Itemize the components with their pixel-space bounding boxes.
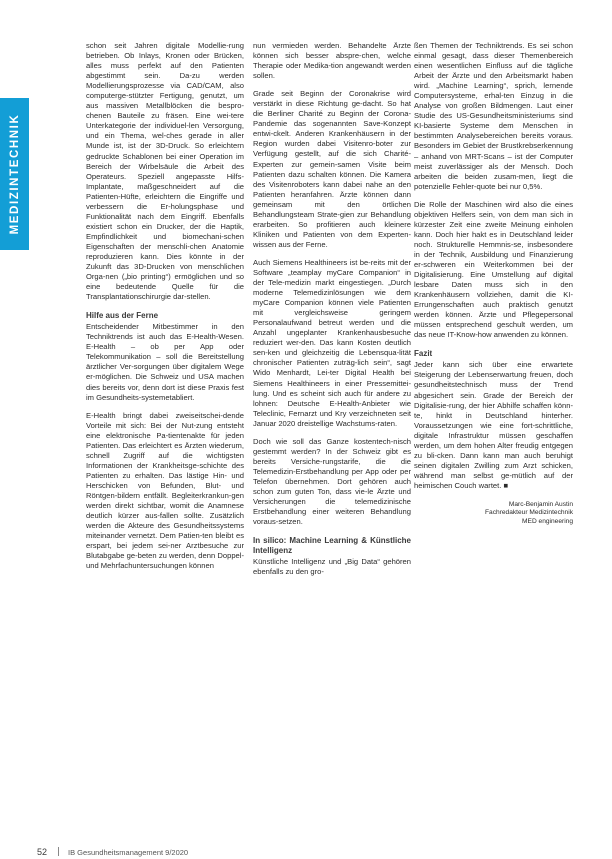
section-heading: Hilfe aus der Ferne	[86, 311, 159, 321]
body-paragraph: schon seit Jahren digitale Modellie-rung betrieben. Ob Inlays, Kronen oder Brücken, alles muss perfekt auf den Patienten abgestimmt sein. Da-zu werden Modellierungsprozesse via CAD/CAM, also computerge-stützter Fertigung, genutzt, um aus massiven Metallblöcken die bespro-chenen Bauteile zu fräsen. Eine wei-tere Unterkategorie der individuel-len Versorgung, und ein Thema, wel-ches gerade in aller Munde ist, ist der 3D-Druck. So erleichtern gedruckte Schablonen bei einer Operation im Bereich der Wirbelsäule die Arbeit des Operateurs. Speziell angepasste Hilfs-Implantate, maßgeschneidert auf die Patienten-Hüfte, erleichtern die Eingriffe und verbessern die Er-holungsphase und Funktionalität nach dem Eingriff. Ebenfalls existiert schon ein Drucker, der die Haptik, Empfindlichkeit und biomechani-schen Eigenschaften der menschli-chen Anatomie reproduzieren kann. Dies könnte in der Zukunft das 3D-Drucken von menschlichen Orga-nen („bio printing“) ermöglichen und so eine bedeutende Quelle für die Transplantationschirurgie dar-stellen.	[86, 41, 244, 302]
author-company: MED engineering	[522, 517, 573, 525]
publication-name: IB Gesundheitsmanagement 9/2020	[68, 848, 189, 857]
section-heading: In silico: Machine Learning & Künstliche Intelligenz	[253, 536, 411, 556]
section-tab	[0, 98, 29, 250]
page-footer	[37, 847, 188, 857]
body-paragraph: Doch wie soll das Ganze kostentech-nisch gestemmt werden? In der Schweiz gibt es bereits Versiche-rungstarife, die die Telemedizin-Erstbehandlung per App oder per Telefon übernehmen. Dort gehören auch schon zum guten Ton, dass vie-le Ärzte und Versicherungen die telemedizinische Erstbehandlung einer weiteren Behandlung voraus-setzen.	[253, 436, 411, 527]
body-paragraph: nun vermieden werden. Behandelte Ärzte können sich besser abspre-chen, welche Therapie oder Medika-tion angewandt werden sollen.	[253, 41, 411, 81]
footer-divider	[58, 847, 59, 856]
body-paragraph: Grade seit Beginn der Coronakrise wird verstärkt in diese Richtung ge-dacht. So hat die Berliner Charité zu Beginn der Corona-Pandemie das sogenannten Save-Konzept entwi-ckelt. Anderen Krankenhäusern in der Region wurden dabei Visitenro-boter zur Verfügung gestellt, auf die sich Charité-Experten zur gemein-samen Visite beim Patienten dazu schalten können. Die Kamera des Visitenroboters kann dabei nahe an den Patienten heranfahren. Ärzte können dann gemeinsam mit den örtlichen Behandlungsteam Strate-gien zur Behandlung erarbeiten. So profitieren auch kleinere Kliniken und Patienten von dem Experten-wissen aus der Ferne.	[253, 89, 411, 249]
body-paragraph: Die Rolle der Maschinen wird also die eines objektiven Helfers sein, von dem man sich in kürzester Zeit eine zweite Meinung einholen kann. Doch hier hakt es in Deutschland leider noch. Strukturelle Hemmnis-se, insbesondere in der Technik, Ausbildung und Finanzierung er-schweren ein Weiterkommen bei der Digitalisierung. Eine Umstellung auf digital lesbare Daten muss sich in den Krankenhäusern vollziehen, damit die KI-Errungenschaften auch praktisch genutzt werden können. Ärzte und Pflegepersonal müssen entsprechend geschult werden, um das neue IT-Know-how anwenden zu können.	[414, 199, 573, 340]
body-paragraph: E-Health bringt dabei zweiseitschei-dende Vorteile mit sich: Bei der Nut-zung entsteht eine elektronische Pa-tientenakte für jeden Patienten. Das erleichtert es Ärzten wiederum, schnell Zugriff auf die wichtigsten Informationen der Krankheitsge-schichte des Patienten zu erhalten. Das lästige Hin- und Herschicken von Befunden, Blut- und Röntgen-bildern entfällt. Begleiterkrankun-gen werden direkt sichtbar, womit die Anamnese deutlich kürzer aus-fallen sollte. Zusätzlich werden die Akteure des Gesundheitssystems miteinander vernetzt. Dem Patien-ten bleibt es erspart, bei jedem sei-ner Arztbesuche zur Blutabgabe ge-beten zu werden, denn Doppel- und Mehrfachuntersuchungen können	[86, 410, 244, 571]
body-paragraph: ßen Themen der Techniktrends. Es sei schon einmal gesagt, dass dieser Themenbereich einen wesentlichen Einfluss auf die tägliche Arbeit der Ärzte und den Arbeitsmarkt haben wird. „Machine Learning“, sprich, lernende Computersysteme, erhal-ten Einzug in die Analyse von großen Bildmengen. Laut einer Studie des US-Gesundheitsministeriums sind KI-basierte Systeme dem Menschen in bestimmten Analysebereichen bereits voraus. Besonders im Gebiet der Brustkrebserkennung – anhand von MRT-Scans – ist der Computer meist zuverlässiger als der Mensch. Doch arbeiten die beiden zusam-men, liegt die potenzielle Fehler-quote bei nur 0,5%.	[414, 41, 573, 191]
section-heading: Fazit	[414, 349, 433, 359]
text-column-3	[414, 41, 573, 526]
body-paragraph: Auch Siemens Healthineers ist be-reits mit der Software „teamplay myCare Companion“ in der Tele-medizin markt eingestiegen. „Durch moderne Telemedizinlösungen wie dem myCare Companion können viele Patienten mit vergleichsweise geringem Personalaufwand betreut werden und die Anzahl ungeplanter Krankenhausbesuche reduziert wer-den. Das kann Kosten deutlich sen-ken und gleichzeitig die Lebensqua-lität chronischer Patienten zuträg-lich sein“, sagt Wido Menhardt, Lei-ter Digital Health bei Siemens Healthineers in einer Pressemittei-lung. Und es scheint sich auch für andere zu lohnen: Deutsche E-Health-Anbieter wie Teleclinic, Fernarzt und Kry verzeichneten seit Januar 2020 dreistellige Wachstums-raten.	[253, 257, 411, 428]
body-paragraph: Künstliche Intelligenz und „Big Data“ gehören ebenfalls zu den gro-	[253, 557, 411, 577]
author-credit	[414, 501, 573, 526]
author-role: Fachredakteur Medizintechnik	[485, 509, 573, 517]
body-paragraph: Jeder kann sich über eine erwartete Steigerung der Lebenserwartung freuen, doch gesundheitstechnisch muss der Trend abgesichert sein. Grade der Bereich der Digitalisie-rung, der hier Abhilfe schaffen könn-te, hinkt in Deutschland hinterher. Voraussetzungen wie eine fort-schrittliche, digitale Infrastruktur müssen geschaffen werden, um dem hohen Alter freudig entgegen zu bli-cken. Dann kann man auch beruhigt seinen digitalen Zwilling zum Arzt schicken, während man selbst ge-mütlich auf der heimischen Couch wartet. ■	[414, 360, 573, 490]
author-name: Marc-Benjamin Austin	[508, 500, 573, 508]
text-column-1	[86, 41, 244, 571]
page-number: 52	[37, 847, 48, 857]
text-column-2	[253, 41, 411, 577]
section-tab-label: MEDIZINTECHNIK	[8, 113, 21, 235]
body-paragraph: Entscheidender Mitbestimmer in den Techniktrends ist auch das E-Health-Wesen. E-Health – ob per App oder Telekommunikation – soll die Bereitstellung ärztlicher Ver-sorgungen über digitalem Wege er-möglichen. Die Schweiz und USA machen dies bereits vor, denn dort ist diese Praxis fest im Gesundheits-systemetabliert.	[86, 322, 244, 402]
